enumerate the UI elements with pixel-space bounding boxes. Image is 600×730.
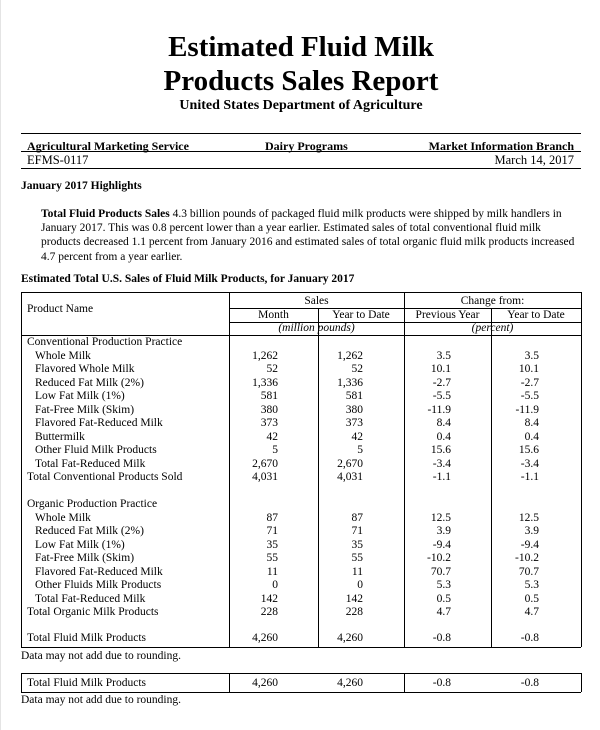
repeat-vrule-month [229,673,230,692]
conventional-row-2-label: Reduced Fat Milk (2%) [35,376,144,389]
organic-row-4-change-ytd: 70.7 [518,565,539,578]
col-header-prev-year: Previous Year [415,309,480,321]
repeat-total-bottom-rule [21,692,581,693]
organic-row-4-prev-year: 70.7 [430,565,451,578]
organic-total-row-month: 228 [260,606,278,618]
unit-sales: (million pounds) [278,322,355,334]
conventional-row-0-prev-year: 3.5 [436,349,451,362]
conventional-row-6-prev-year: 0.4 [436,430,451,443]
organic-row-3-prev-year: -10.2 [427,552,451,564]
organic-row-6-change-ytd: 0.5 [524,592,539,605]
conventional-row-8-change-ytd: -3.4 [520,457,539,470]
conventional-row-3-prev-year: -5.5 [432,390,451,402]
agency-name: Agricultural Marketing Service [27,139,189,153]
conventional-row-1-ytd: 52 [351,363,363,375]
grand-total-row-label: Total Fluid Milk Products [27,632,146,644]
conventional-row-7-prev-year: 15.6 [430,444,451,456]
vrule-prev-year [404,292,405,647]
organic-row-4-label: Flavored Fat-Reduced Milk [35,565,163,578]
organic-row-0-prev-year: 12.5 [430,511,451,524]
report-subtitle: United States Department of Agriculture [179,98,423,113]
repeat-vrule-right [581,673,582,692]
conventional-row-7-change-ytd: 15.6 [518,444,539,456]
conventional-row-7-label: Other Fluid Milk Products [35,444,157,456]
vrule-month [229,292,230,647]
program-name: Dairy Programs [265,139,348,153]
organic-row-0-ytd: 87 [351,511,363,524]
organic-row-2-change-ytd: -9.4 [520,538,539,551]
report-id: EFMS-0117 [27,153,89,167]
grand-total-row-change-ytd: -0.8 [520,632,539,644]
organic-row-3-month: 55 [266,552,278,564]
organic-row-6-label: Total Fat-Reduced Milk [35,592,146,605]
highlights-lead: Total Fluid Products Sales [41,208,170,220]
conventional-row-8-ytd: 2,670 [337,457,363,470]
repeat-grand-total-row-prev-year: -0.8 [432,677,451,689]
organic-row-6-ytd: 142 [345,592,363,605]
conventional-row-4-ytd: 380 [345,403,363,416]
col-header-month: Month [258,309,289,321]
conventional-row-0-month: 1,262 [252,349,278,362]
conventional-total-row-ytd: 4,031 [337,471,363,483]
conventional-row-0-ytd: 1,262 [337,349,363,362]
branch-name: Market Information Branch [428,139,574,153]
organic-row-5-change-ytd: 5.3 [524,579,539,591]
grand-total-row-month: 4,260 [252,632,278,644]
grand-total-rule [21,647,581,648]
conventional-row-6-ytd: 42 [351,430,363,443]
conventional-row-5-month: 373 [260,417,278,429]
col-group-change: Change from: [460,295,525,307]
conventional-total-row-label: Total Conventional Products Sold [27,471,183,483]
highlights-paragraph [41,207,581,264]
conventional-row-1-month: 52 [266,363,278,375]
organic-total-row-label: Total Organic Milk Products [27,606,159,618]
grand-total-row-ytd: 4,260 [337,632,363,644]
organic-row-2-prev-year: -9.4 [432,538,451,551]
repeat-grand-total-row-ytd: 4,260 [337,677,363,689]
organic-row-5-label: Other Fluids Milk Products [35,579,162,591]
organic-row-0-month: 87 [266,511,278,524]
rounding-note: Data may not add due to rounding. [21,650,182,662]
organic-row-4-month: 11 [266,565,278,578]
organic-row-5-prev-year: 5.3 [436,579,451,591]
conventional-row-4-change-ytd: -11.9 [515,403,539,416]
conventional-row-2-prev-year: -2.7 [432,376,451,389]
conventional-row-0-label: Whole Milk [35,349,91,362]
conventional-row-5-prev-year: 8.4 [436,417,451,429]
organic-row-1-prev-year: 3.9 [436,525,451,537]
organic-row-1-label: Reduced Fat Milk (2%) [35,525,144,537]
table-top-rule [21,292,581,293]
repeat-grand-total-row-change-ytd: -0.8 [520,677,539,689]
table-heading: Estimated Total U.S. Sales of Fluid Milk Products, for January 2017 [21,273,355,285]
conventional-total-row-change-ytd: -1.1 [520,471,539,483]
conventional-row-6-change-ytd: 0.4 [524,430,539,443]
conventional-row-5-label: Flavored Fat-Reduced Milk [35,417,163,429]
repeat-grand-total-row-label: Total Fluid Milk Products [27,677,146,689]
organic-row-5-month: 0 [272,579,278,591]
organic-total-row-change-ytd: 4.7 [524,606,539,618]
header-top-rule [21,133,581,134]
organic-row-1-change-ytd: 3.9 [524,525,539,537]
conventional-row-1-label: Flavored Whole Milk [35,363,135,375]
repeat-rounding-note: Data may not add due to rounding. [21,694,182,706]
repeat-vrule-prev-year [404,673,405,692]
conventional-row-2-month: 1,336 [252,376,278,389]
conventional-row-6-label: Buttermilk [35,430,85,443]
conventional-row-8-month: 2,670 [252,457,278,470]
conventional-row-4-prev-year: -11.9 [427,403,451,416]
repeat-vrule-left [21,673,22,692]
organic-row-2-month: 35 [266,538,278,551]
col-header-ytd: Year to Date [332,309,390,321]
conventional-row-8-prev-year: -3.4 [432,457,451,470]
organic-row-3-change-ytd: -10.2 [515,552,539,564]
col-header-change-ytd: Year to Date [507,309,565,321]
conventional-heading: Conventional Production Practice [27,336,183,348]
highlights-body: 4.3 billion pounds of packaged fluid milk products were shipped by milk handlers in January 2017. This was 0.8 percent lower than a year earlier. Estimated sales of total conventional fluid milk products decreased 1.1 percent from January 2016 and estimated sales of total organic fluid milk products increased 4.7 percent from a year earlier. [41,208,575,263]
report-title-line-1: Estimated Fluid Milk [168,31,434,63]
vrule-ytd [318,308,319,647]
conventional-total-row-prev-year: -1.1 [432,471,451,483]
header-mid-rule [21,151,581,152]
repeat-total-top-rule [21,673,581,674]
conventional-row-1-change-ytd: 10.1 [518,363,539,375]
conventional-row-3-change-ytd: -5.5 [520,390,539,402]
organic-row-5-ytd: 0 [357,579,363,591]
highlights-heading: January 2017 Highlights [21,180,142,192]
organic-row-4-ytd: 11 [351,565,363,578]
unit-change: (percent) [471,322,514,334]
report-date: March 14, 2017 [494,153,574,167]
conventional-row-7-ytd: 5 [357,444,363,456]
organic-row-1-month: 71 [266,525,278,537]
organic-heading: Organic Production Practice [27,498,158,510]
col-header-product: Product Name [27,303,94,315]
organic-row-2-ytd: 35 [351,538,363,551]
organic-row-2-label: Low Fat Milk (1%) [35,538,125,551]
conventional-row-7-month: 5 [272,444,278,456]
conventional-total-row-month: 4,031 [252,471,278,483]
organic-row-0-change-ytd: 12.5 [518,511,539,524]
col-group-sales: Sales [304,295,329,307]
conventional-row-2-change-ytd: -2.7 [520,376,539,389]
organic-row-6-month: 142 [260,592,278,605]
conventional-row-5-ytd: 373 [345,417,363,429]
conventional-row-0-change-ytd: 3.5 [524,349,539,362]
organic-row-3-ytd: 55 [351,552,363,564]
header-bottom-rule [21,168,581,169]
conventional-row-5-change-ytd: 8.4 [524,417,539,429]
organic-row-0-label: Whole Milk [35,511,91,524]
organic-row-3-label: Fat-Free Milk (Skim) [35,552,135,564]
conventional-row-2-ytd: 1,336 [337,376,363,389]
conventional-row-3-month: 581 [260,390,278,402]
grand-total-row-prev-year: -0.8 [432,632,451,644]
conventional-row-1-prev-year: 10.1 [430,363,451,375]
organic-row-6-prev-year: 0.5 [436,592,451,605]
organic-total-row-ytd: 228 [345,606,363,618]
conventional-row-4-label: Fat-Free Milk (Skim) [35,403,135,416]
vrule-right [581,292,582,647]
report-title-line-2: Products Sales Report [163,65,439,97]
vrule-change-ytd [491,308,492,647]
vrule-left [21,292,22,647]
organic-row-1-ytd: 71 [351,525,363,537]
conventional-row-4-month: 380 [260,403,278,416]
organic-total-row-prev-year: 4.7 [436,606,451,618]
conventional-row-6-month: 42 [266,430,278,443]
conventional-row-3-label: Low Fat Milk (1%) [35,390,125,402]
conventional-row-3-ytd: 581 [345,390,363,402]
conventional-row-8-label: Total Fat-Reduced Milk [35,457,146,470]
repeat-grand-total-row-month: 4,260 [252,677,278,689]
